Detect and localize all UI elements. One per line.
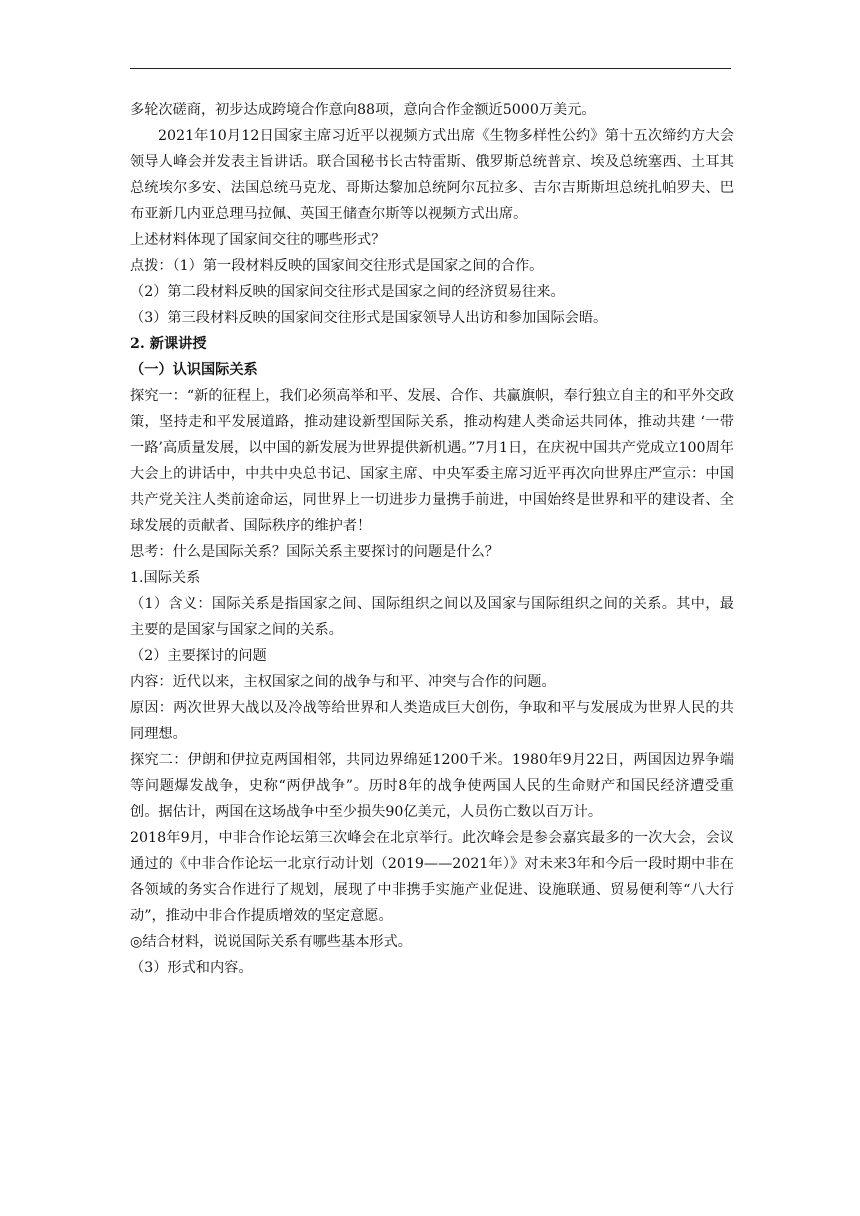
header-rule xyxy=(130,68,731,69)
document-body xyxy=(130,97,734,981)
paragraph-biodiversity-summit: 2021年10月12日国家主席习近平以视频方式出席《生物多样性公约》第十五次缔约方大会领导人峰会并发表主旨讲话。联合国秘书长古特雷斯、俄罗斯总统普京、埃及总统塞西、土耳其总统埃尔多安、法国总统马克龙、哥斯达黎加总统阿尔瓦拉多、吉尔吉斯斯坦总统扎帕罗夫、巴布亚新几内亚总理马拉佩、英国王储查尔斯等以视频方式出席。 xyxy=(130,128,734,222)
subsection-heading-international-relations: （一）认识国际关系 xyxy=(130,362,258,378)
definition-point: （1）含义：国际关系是指国家之间、国际组织之间以及国家与国际组织之间的关系。其中，最主要的是国家与国家之间的关系。 xyxy=(130,596,734,638)
exploration-one: 探究一：“新的征程上，我们必须高举和平、发展、合作、共赢旗帜，奉行独立自主的和平外交政策，坚持走和平发展道路，推动建设新型国际关系，推动构建人类命运共同体，推动共建 ‘一带一路’高质量发展，以中国的新发展为世界提供新机遇。”7月1日，在庆祝中国共产党成立100周年大会上的讲话中，中共中央总书记、国家主席、中央军委主席习近平再次向世界庄严宣示：中国共产党关注人类前途命运，同世界上一切进步力量携手前进，中国始终是世界和平的建设者、全球发展的贡献者、国际秩序的维护者！ xyxy=(130,388,734,534)
forms-and-content-point: （3）形式和内容。 xyxy=(130,960,253,976)
exploration-two: 探究二：伊朗和伊拉克两国相邻，共同边界绵延1200千米。1980年9月22日，两国因边界争端等问题爆发战争，史称“两伊战争”。历时8年的战争使两国人民的生命财产和国民经济遭受重创。据估计，两国在这场战争中至少损失90亿美元，人员伤亡数以百万计。 xyxy=(130,752,734,820)
question-forms-of-exchange: 上述材料体现了国家间交往的哪些形式？ xyxy=(130,232,386,248)
hint-point-2: （2）第二段材料反映的国家间交往形式是国家之间的经济贸易往来。 xyxy=(130,284,565,300)
discussion-prompt: ◎结合材料，说说国际关系有哪些基本形式。 xyxy=(130,934,412,950)
main-issues-point: （2）主要探讨的问题 xyxy=(130,648,267,664)
china-africa-forum: 2018年9月，中非合作论坛第三次峰会在北京举行。此次峰会是参会嘉宾最多的一次大会，会议通过的《中非合作论坛一北京行动计划（2019——2021年）》对未来3年和今后一段时期中非在各领域的务实合作进行了规划，展现了中非携手实施产业促进、设施联通、贸易便利等“八大行动”，推动中非合作提质增效的坚定意愿。 xyxy=(130,830,734,924)
hint-point-1: 点拨：（1）第一段材料反映的国家间交往形式是国家之间的合作。 xyxy=(130,258,544,274)
issues-reason: 原因：两次世界大战以及冷战等给世界和人类造成巨大创伤，争取和平与发展成为世界人民的共同理想。 xyxy=(130,700,734,742)
hint-point-3: （3）第三段材料反映的国家间交往形式是国家领导人出访和参加国际会晤。 xyxy=(130,310,608,326)
issues-content: 内容：近代以来，主权国家之间的战争与和平、冲突与合作的问题。 xyxy=(130,674,556,690)
thinking-question: 思考：什么是国际关系？国际关系主要探讨的问题是什么？ xyxy=(130,544,499,560)
topic-international-relations: 1.国际关系 xyxy=(130,570,201,586)
section-heading-new-lesson: 2. 新课讲授 xyxy=(130,336,207,352)
paragraph-trade-result: 多轮次磋商，初步达成跨境合作意向88项，意向合作金额近5000万美元。 xyxy=(130,102,596,118)
